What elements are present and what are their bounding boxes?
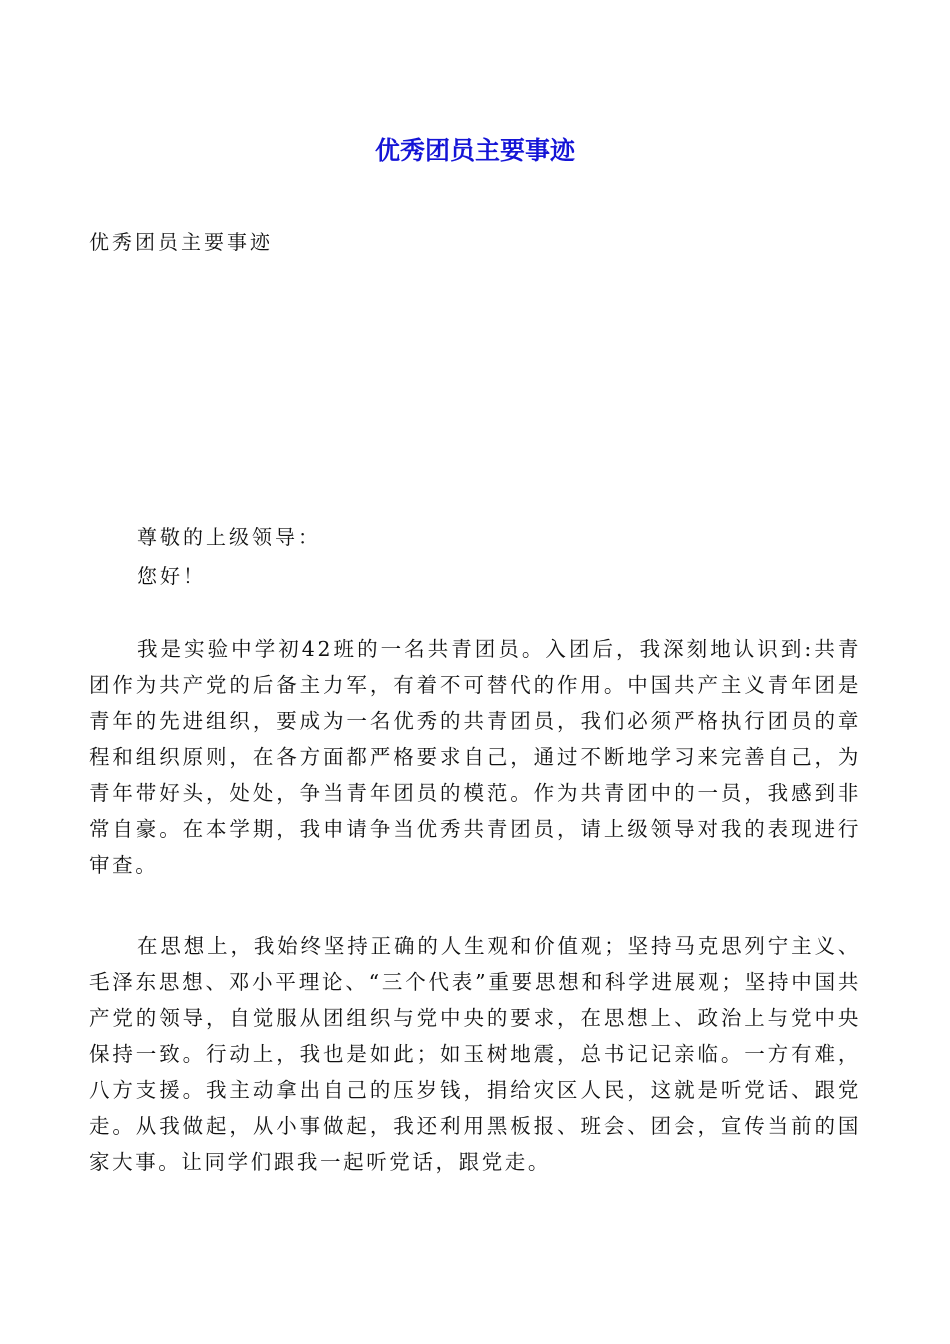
salutation: 尊敬的上级领导：: [137, 525, 321, 549]
document-title: 优秀团员主要事迹: [374, 136, 575, 165]
greeting: 您好！: [137, 564, 206, 588]
body-paragraph-2: 在思想上，我始终坚持正确的人生观和价值观；坚持马克思列宁主义、毛泽东思想、邓小平理论、“三个代表”重要思想和科学进展观；坚持中国共产党的领导，自觉服从团组织与党中央的要求，在思想上、政治上与党中央保持一致。行动上，我也是如此；如玉树地震，总书记记亲临。一方有难，八方支援。我主动拿出自己的压岁钱，捐给灾区人民，这就是听党话、跟党走。从我做起，从小事做起，我还利用黑板报、班会、团会，宣传当前的国家大事。让同学们跟我一起听党话，跟党走。: [89, 934, 861, 1174]
body-paragraph-1: 我是实验中学初42班的一名共青团员。入团后，我深刻地认识到:共青团作为共产党的后备主力军，有着不可替代的作用。中国共产主义青年团是青年的先进组织，要成为一名优秀的共青团员，我们必须严格执行团员的章程和组织原则，在各方面都严格要求自己，通过不断地学习来完善自己，为青年带好头，处处，争当青年团员的模范。作为共青团中的一员，我感到非常自豪。在本学期，我申请争当优秀共青团员，请上级领导对我的表现进行审查。: [89, 637, 861, 877]
document-subtitle: 优秀团员主要事迹: [89, 230, 273, 254]
